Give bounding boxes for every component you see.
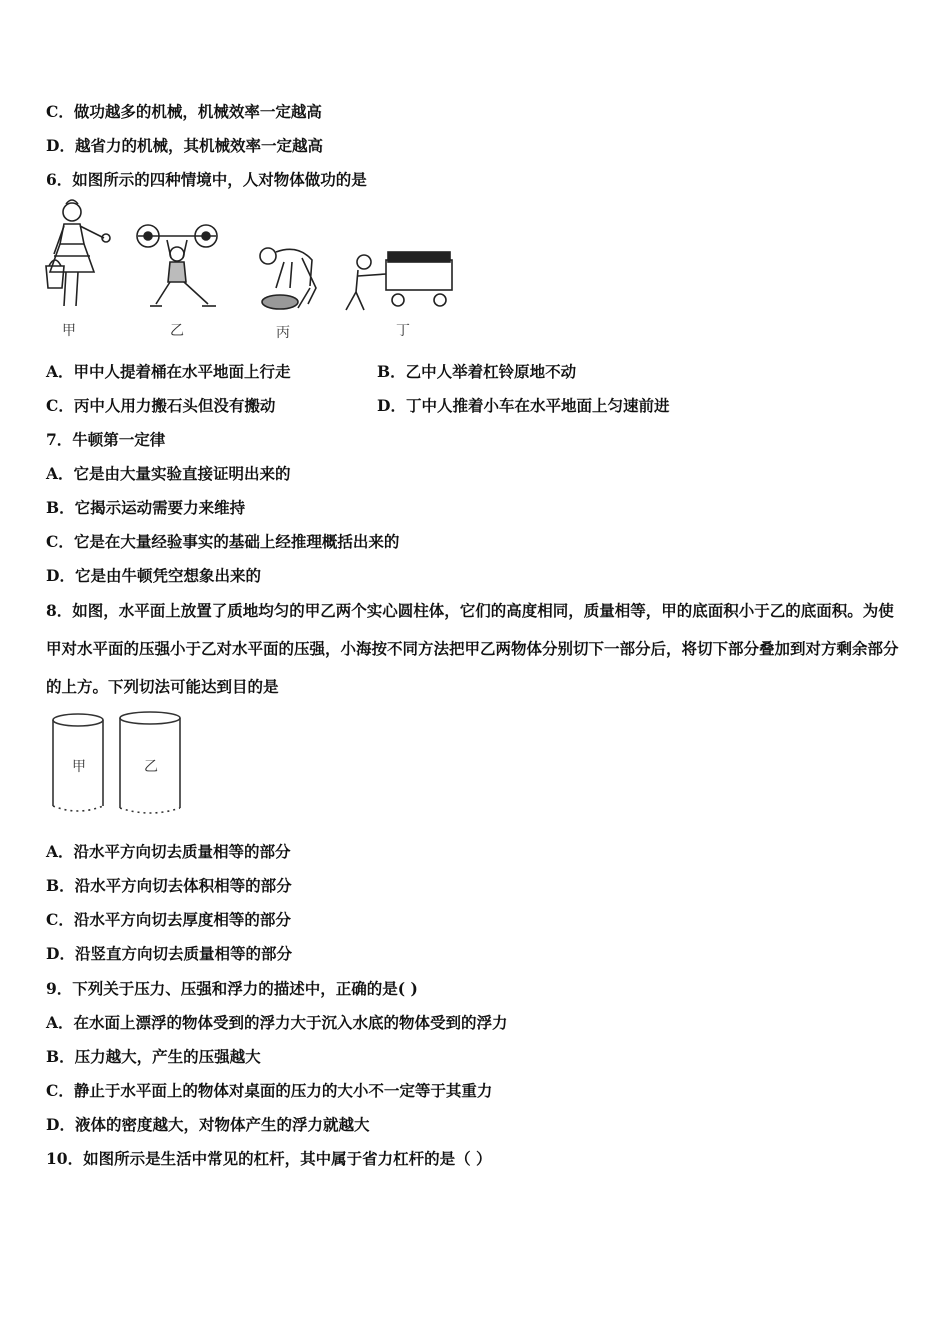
cylinder-label-yi: 乙: [144, 759, 158, 775]
q9-stem: 9．下列关于压力、压强和浮力的描述中，正确的是( ): [46, 979, 418, 998]
q6-figure: [40, 196, 480, 346]
q6-illustration: [40, 196, 480, 346]
q5-option-d: D．越省力的机械，其机械效率一定越高: [46, 136, 323, 155]
q7-option-d: D．它是由牛顿凭空想象出来的: [46, 566, 261, 585]
q9-option-a: A．在水面上漂浮的物体受到的浮力大于沉入水底的物体受到的浮力: [46, 1013, 508, 1032]
q8-option-c: C．沿水平方向切去厚度相等的部分: [46, 910, 291, 929]
person-with-bucket-icon: [46, 200, 110, 306]
q6-option-c: C．丙中人用力搬石头但没有搬动: [46, 396, 276, 415]
q7-option-a: A．它是由大量实验直接证明出来的: [46, 464, 291, 483]
q8-figure: [48, 708, 188, 820]
q5-option-c: C．做功越多的机械，机械效率一定越高: [46, 102, 322, 121]
figure-label-ding: 丁: [396, 323, 410, 339]
cylinders-illustration: [48, 708, 188, 820]
q6-option-d: D．丁中人推着小车在水平地面上匀速前进: [377, 396, 670, 415]
q9-option-c: C．静止于水平面上的物体对桌面的压力的大小不一定等于其重力: [46, 1081, 493, 1100]
q8-option-a: A．沿水平方向切去质量相等的部分: [46, 842, 291, 861]
q6-option-a: A．甲中人提着桶在水平地面上行走: [46, 362, 291, 381]
figure-label-bing: 丙: [276, 325, 290, 341]
person-pushing-cart-icon: [346, 252, 452, 310]
q6-stem: 6．如图所示的四种情境中，人对物体做功的是: [46, 170, 367, 189]
q7-option-c: C．它是在大量经验事实的基础上经推理概括出来的: [46, 532, 400, 551]
q7-stem: 7．牛顿第一定律: [46, 430, 166, 449]
person-lifting-stone-icon: [260, 248, 316, 309]
q9-option-d: D．液体的密度越大，对物体产生的浮力就越大: [46, 1115, 370, 1134]
weightlifter-icon: [137, 225, 217, 306]
q9-option-b: B．压力越大，产生的压强越大: [46, 1047, 261, 1066]
q7-option-b: B．它揭示运动需要力来维持: [46, 498, 246, 517]
q10-stem: 10．如图所示是生活中常见的杠杆，其中属于省力杠杆的是（ ）: [46, 1149, 492, 1168]
figure-label-jia: 甲: [62, 323, 76, 339]
cylinder-label-jia: 甲: [72, 759, 86, 775]
q8-option-b: B．沿水平方向切去体积相等的部分: [46, 876, 292, 895]
figure-label-yi: 乙: [170, 323, 184, 339]
q8-option-d: D．沿竖直方向切去质量相等的部分: [46, 944, 292, 963]
q6-option-b: B．乙中人举着杠铃原地不动: [377, 362, 577, 381]
q8-stem: 8．如图，水平面上放置了质地均匀的甲乙两个实心圆柱体，它们的高度相同，质量相等，甲的底面积小于乙的底面积。为使甲对水平面的压强小于乙对水平面的压强，小海按不同方法把甲乙两物体分别切下一部分后，将切下部分叠加到对方剩余部分的上方。下列切法可能达到目的是: [46, 601, 899, 696]
